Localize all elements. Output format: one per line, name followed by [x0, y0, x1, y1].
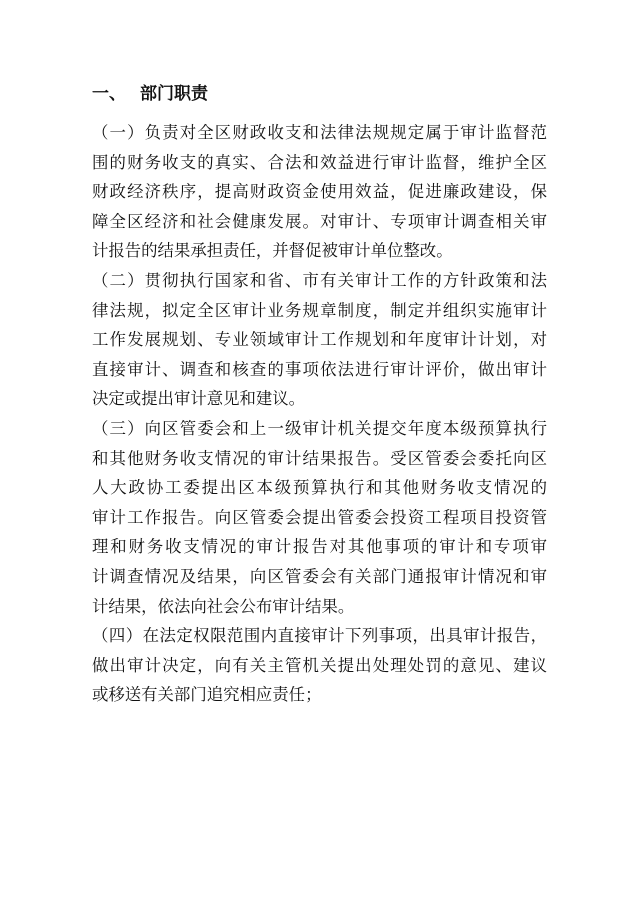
text-line: （二）贯彻执行国家和省、市有关审计工作的方针政策和法 [92, 270, 547, 290]
text-line: （一）负责对全区财政收支和法律法规规定属于审计监督范 [92, 123, 547, 142]
text-line: 直接审计、调查和核查的事项依法进行审计评价，做出审计 [92, 359, 547, 379]
text-line: 律法规，拟定全区审计业务规章制度，制定并组织实施审计 [92, 300, 547, 320]
section-number: 一、 [92, 84, 126, 104]
text-line: 计调查情况及结果，向区管委会有关部门通报审计情况和审 [92, 566, 547, 586]
text-line: 计结果，依法向社会公布审计结果。 [92, 596, 355, 616]
paragraph-1 [92, 118, 547, 266]
text-line: （四）在法定权限范围内直接审计下列事项，出具审计报告， [92, 626, 547, 646]
text-line: 和其他财务收支情况的审计结果报告。受区管委会委托向区 [92, 448, 547, 468]
text-line: （三）向区管委会和上一级审计机关提交年度本级预算执行 [92, 418, 547, 438]
text-line: 做出审计决定，向有关主管机关提出处理处罚的意见、建议 [92, 655, 547, 675]
text-line: 工作发展规划、专业领域审计工作规划和年度审计计划，对 [92, 330, 547, 350]
text-line: 理和财务收支情况的审计报告对其他事项的审计和专项审 [92, 537, 547, 557]
text-line: 围的财务收支的真实、合法和效益进行审计监督，维护全区 [92, 152, 547, 172]
paragraph-3 [92, 414, 547, 621]
text-line: 审计工作报告。向区管委会提出管委会投资工程项目投资管 [92, 507, 547, 527]
text-line: 或移送有关部门追究相应责任； [92, 685, 322, 705]
body-text [92, 118, 547, 710]
section-heading [92, 82, 208, 106]
paragraph-2 [92, 266, 547, 414]
text-line: 障全区经济和社会健康发展。对审计、专项审计调查相关审 [92, 211, 547, 231]
text-line: 决定或提出审计意见和建议。 [92, 389, 306, 409]
text-line: 人大政协工委提出区本级预算执行和其他财务收支情况的 [92, 478, 547, 498]
paragraph-4 [92, 621, 547, 710]
text-line: 财政经济秩序，提高财政资金使用效益，促进廉政建设，保 [92, 182, 547, 202]
section-title: 部门职责 [140, 84, 208, 104]
text-line: 计报告的结果承担责任，并督促被审计单位整改。 [92, 241, 453, 261]
